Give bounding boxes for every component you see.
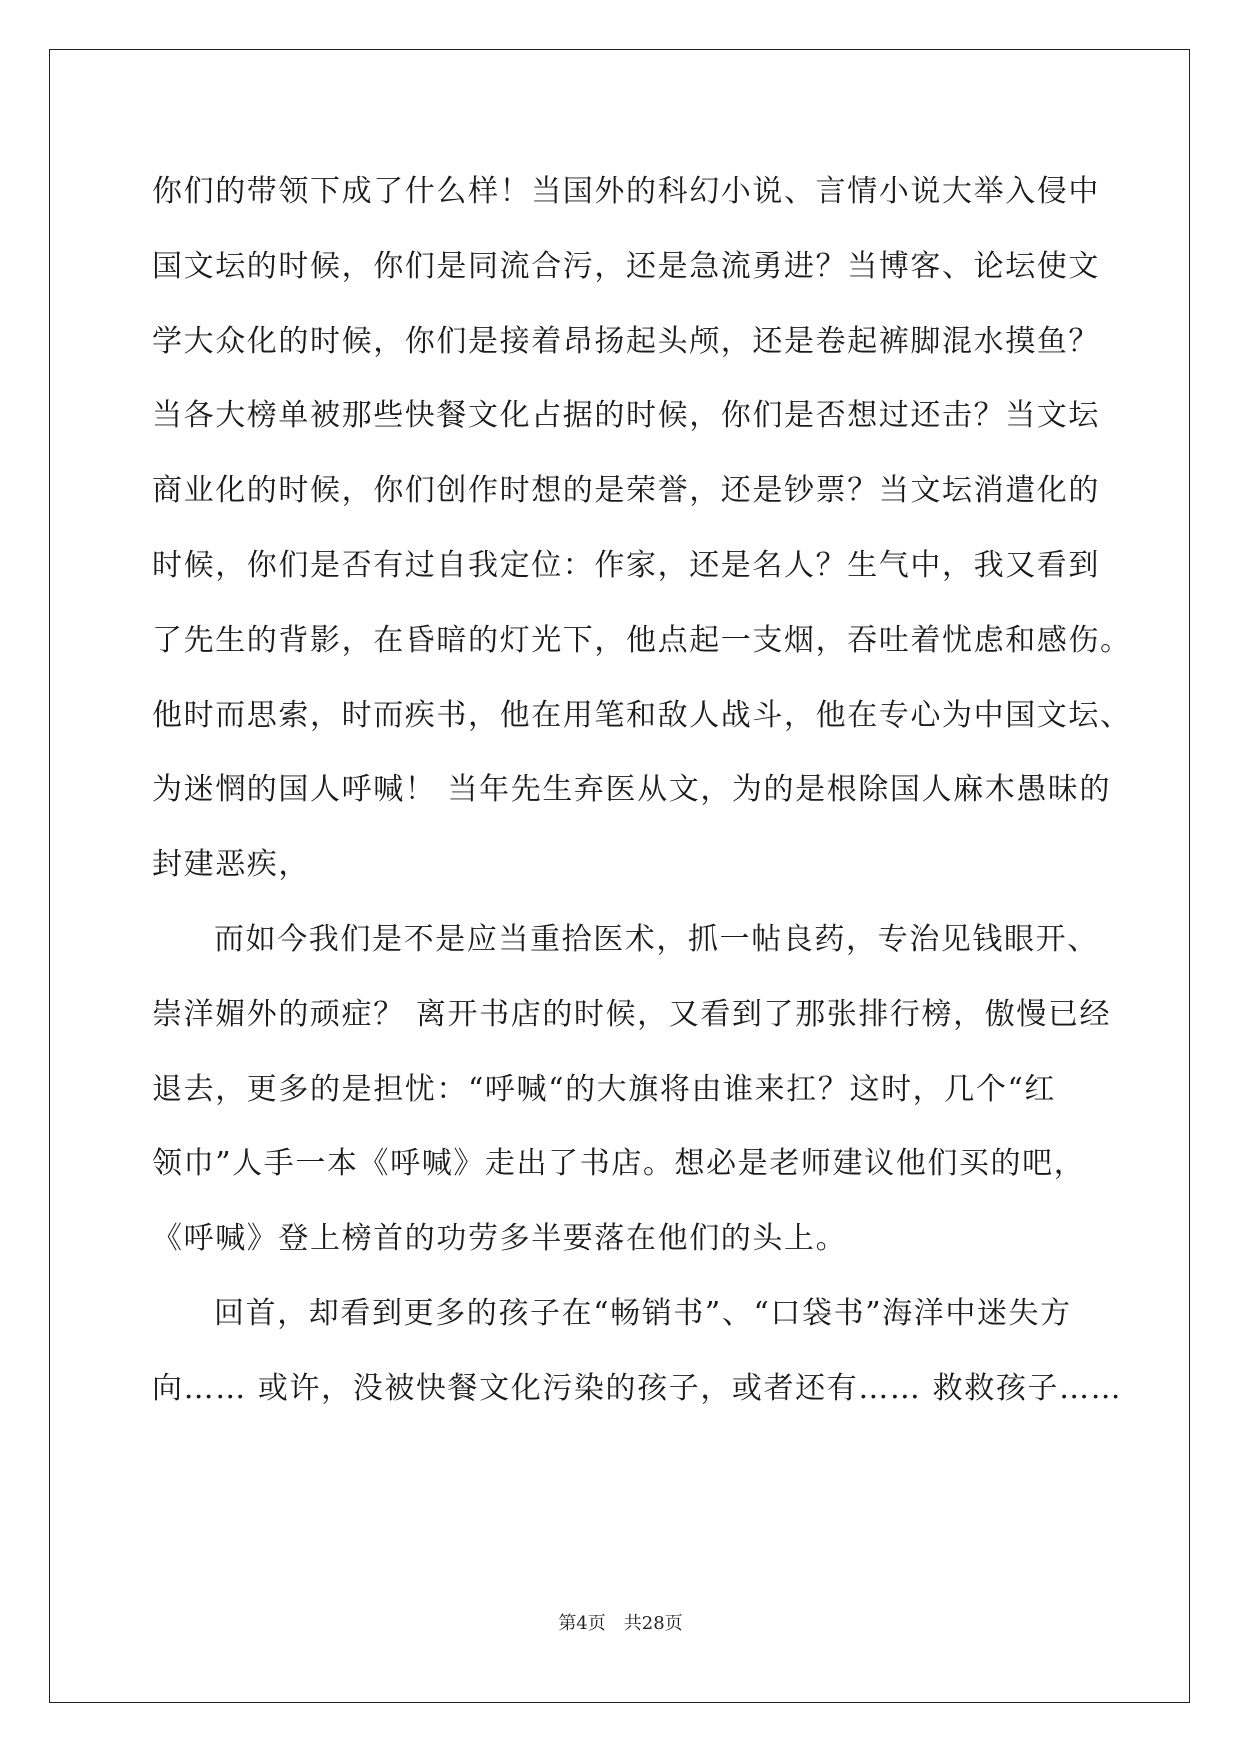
text-line: 学大众化的时候，你们是接着昂扬起头颅，还是卷起裤脚混水摸鱼？ (152, 323, 1100, 359)
text-line: 商业化的时候，你们创作时想的是荣誉，还是钞票？当文坛消遣化的 (152, 473, 1100, 509)
document-body (152, 155, 1132, 1427)
text-line: 当各大榜单被那些快餐文化占据的时候，你们是否想过还击？当文坛 (152, 398, 1100, 434)
text-line: 领巾”人手一本《呼喊》走出了书店。想必是老师建议他们买的吧， (152, 1146, 1086, 1182)
page-number: 第4页 共28页 (558, 1613, 683, 1634)
text-line: 封建恶疾， (152, 847, 310, 883)
text-line: 你们的带领下成了什么样！当国外的科幻小说、言情小说大举入侵中 (152, 174, 1100, 209)
text-line: 退去，更多的是担忧：“呼喊“的大旗将由谁来扛？这时，几个“红 (152, 1071, 1057, 1107)
text-line: 时候，你们是否有过自我定位：作家，还是名人？生气中，我又看到 (152, 547, 1100, 583)
text-line: 他时而思索，时而疾书，他在用笔和敌人战斗，他在专心为中国文坛、 (152, 697, 1132, 733)
paragraph-first-line: 而如今我们是不是应当重拾医术，抓一帖良药，专治见钱眼开、 (214, 921, 1099, 957)
text-line: 向…… 或许，没被快餐文化污染的孩子，或者还有…… 救救孩子…… (152, 1370, 1123, 1406)
text-line: 国文坛的时候，你们是同流合污，还是急流勇进？当博客、论坛使文 (152, 248, 1100, 284)
text-line: 崇洋媚外的顽症？ 离开书店的时候，又看到了那张排行榜，傲慢已经 (152, 996, 1112, 1032)
text-line: 为迷惘的国人呼喊！ 当年先生弃医从文，为的是根除国人麻木愚昧的 (152, 772, 1112, 808)
page-footer (0, 1609, 1241, 1635)
paragraph-first-line: 回首，却看到更多的孩子在“畅销书”、“口袋书”海洋中迷失方 (214, 1295, 1072, 1331)
text-line: 《呼喊》登上榜首的功劳多半要落在他们的头上。 (152, 1221, 848, 1257)
text-line: 了先生的背影，在昏暗的灯光下，他点起一支烟，吞吐着忧虑和感伤。 (152, 622, 1132, 658)
